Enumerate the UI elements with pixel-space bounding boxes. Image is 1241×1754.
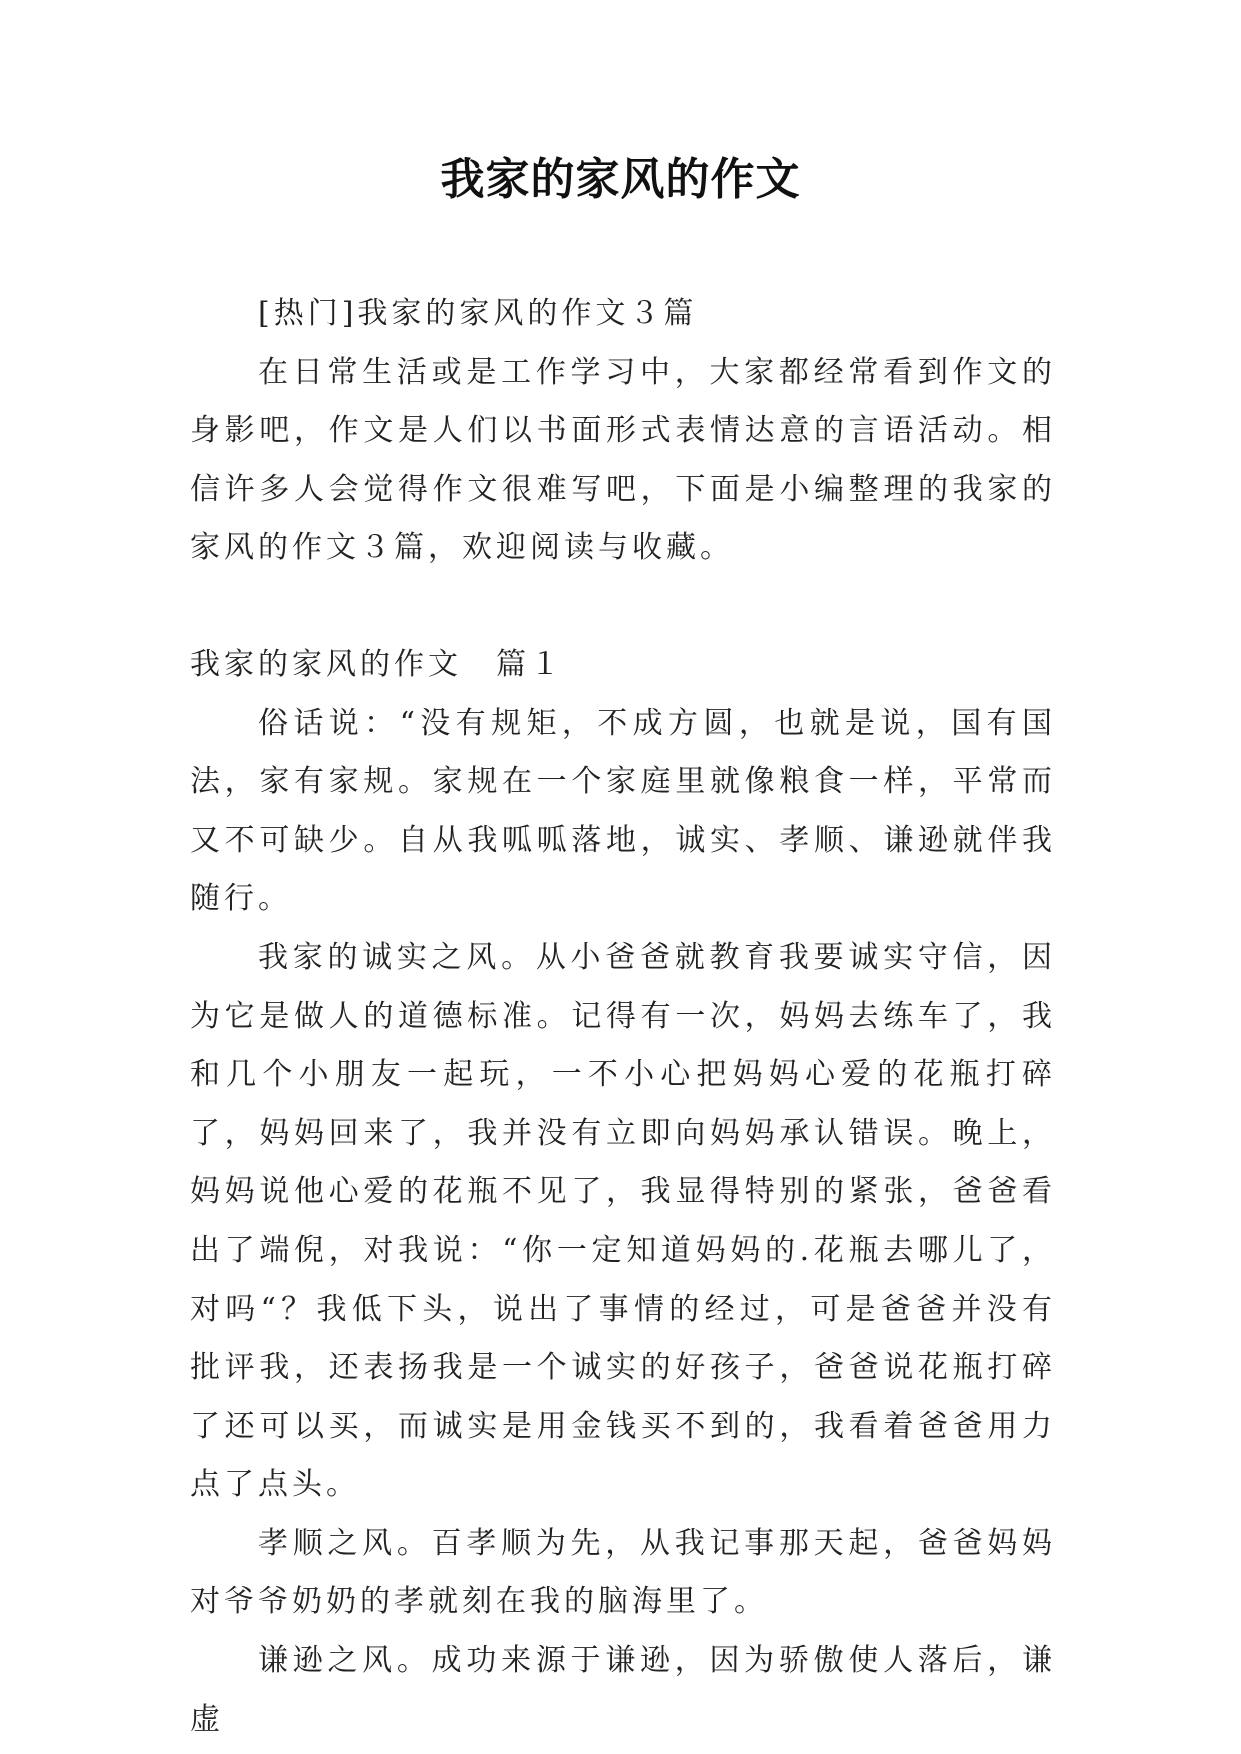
section-spacer <box>190 578 1056 636</box>
body-paragraph: 俗话说：“没有规矩，不成方圆，也就是说，国有国法，家有家规。家规在一个家庭里就像粮食一样，平常而又不可缺少。自从我呱呱落地，诚实、孝顺、谦逊就伴我随行。 <box>190 705 1056 917</box>
intro-paragraph: 在日常生活或是工作学习中，大家都经常看到作文的身影吧，作文是人们以书面形式表情达意的言语活动。相信许多人会觉得作文很难写吧，下面是小编整理的我家的家风的作文３篇，欢迎阅读与收藏。 <box>190 354 1056 566</box>
body-paragraph: 我家的诚实之风。从小爸爸就教育我要诚实守信，因为它是做人的道德标准。记得有一次，妈妈去练车了，我和几个小朋友一起玩，一不小心把妈妈心爱的花瓶打碎了，妈妈回来了，我并没有立即向妈妈承认错误。晚上，妈妈说他心爱的花瓶不见了，我显得特别的紧张，爸爸看出了端倪，对我说：“你一定知道妈妈的.花瓶去哪儿了，对吗“？我低下头，说出了事情的经过，可是爸爸并没有批评我，还表扬我是一个诚实的好孩子，爸爸说花瓶打碎了还可以买，而诚实是用金钱买不到的，我看着爸爸用力点了点头。 <box>190 939 1056 1503</box>
intro-line: [热门]我家的家风的作文３篇 <box>258 296 698 331</box>
body-paragraph: 孝顺之风。百孝顺为先，从我记事那天起，爸爸妈妈对爷爷奶奶的孝就刻在我的脑海里了。 <box>190 1525 1056 1620</box>
document-title: 我家的家风的作文 <box>440 154 801 205</box>
document-body <box>190 285 1056 1749</box>
section-heading: 我家的家风的作文 篇１ <box>190 646 564 682</box>
body-paragraph: 谦逊之风。成功来源于谦逊，因为骄傲使人落后，谦虚 <box>190 1643 1056 1737</box>
